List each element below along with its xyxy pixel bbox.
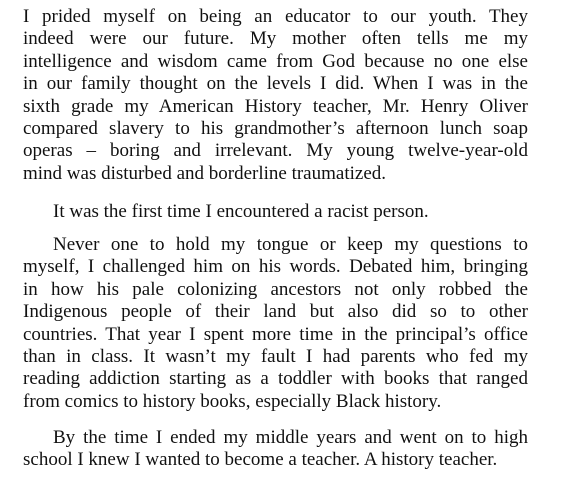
text-line: compared slavery to his grandmother’s afternoon lunch soap [23,117,528,139]
text-line: intelligence and wisdom came from God because no one else [23,50,528,72]
text-line: operas – boring and irrelevant. My young twelve-year-old [23,140,528,162]
text-line: mind was disturbed and borderline traumatized. [23,162,387,184]
paragraph-4 [23,427,528,472]
text-line: reading addiction starting as a toddler with books that ranged [23,368,528,390]
text-line: It was the first time I encountered a racist person. [53,201,429,222]
text-line: Indigenous people of their land but also did so to other [23,301,528,323]
text-line: myself, I challenged him on his words. Debated him, bringing [23,256,528,278]
text-line: I prided myself on being an educator to our youth. They [23,6,528,27]
text-line: school I knew I wanted to become a teacher. A history teacher. [23,449,498,471]
text-line: in our family thought on the levels I did. When I was in the [23,73,528,95]
paragraph-3 [23,234,528,413]
text-line: indeed were our future. My mother often tells me my [23,28,528,50]
text-line: in how his pale colonizing ancestors not only robbed the [23,278,528,300]
text-line: sixth grade my American History teacher, Mr. Henry Oliver [23,95,528,117]
paragraph-2 [23,201,528,223]
text-line: from comics to history books, especially Black history. [23,390,442,412]
text-line: By the time I ended my middle years and went on to high [53,427,528,448]
text-line: countries. That year I spent more time in the principal’s office [23,323,528,345]
paragraph-1 [23,6,528,185]
text-line: Never one to hold my tongue or keep my questions to [53,234,528,255]
text-line: than in class. It wasn’t my fault I had parents who fed my [23,345,528,367]
